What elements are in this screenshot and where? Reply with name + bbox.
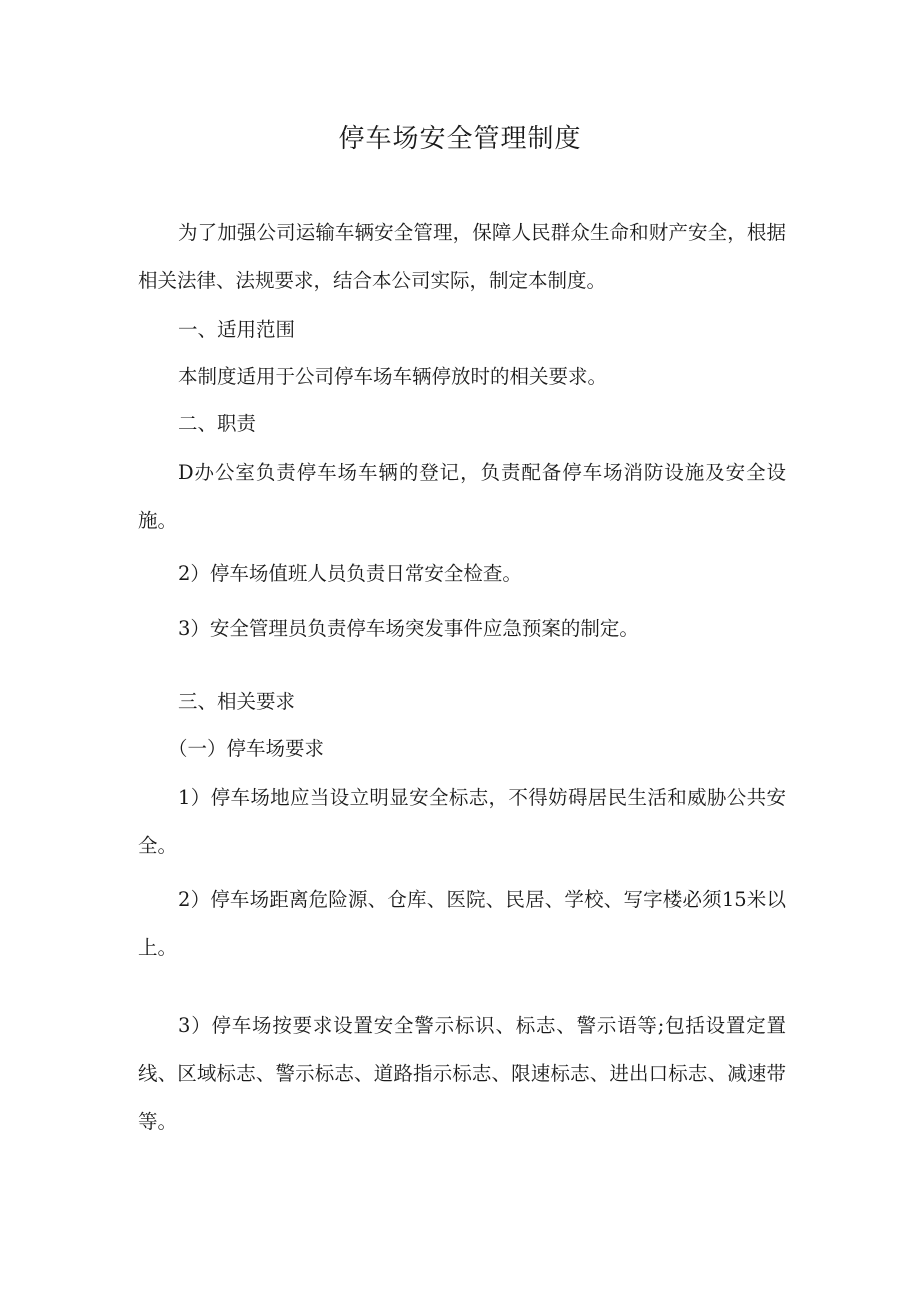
- section-heading-scope: 一、适用范围: [178, 318, 296, 341]
- section-heading-duties: 二、职责: [178, 412, 257, 435]
- requirement-item-3: 3）停车场按要求设置安全警示标识、标志、警示语等;包括设置定置线、区域标志、警示标志、道路指示标志、限速标志、进出口标志、减速带等。: [138, 1014, 786, 1133]
- scope-paragraph: 本制度适用于公司停车场车辆停放时的相关要求。: [178, 365, 608, 388]
- subsection-heading-parking: （一）停车场要求: [168, 737, 325, 760]
- document-title: 停车场安全管理制度: [338, 124, 582, 154]
- requirement-item-2: 2）停车场距离危险源、仓库、医院、民居、学校、写字楼必须15米以上。: [138, 888, 786, 959]
- section-heading-requirements: 三、相关要求: [178, 690, 296, 713]
- duty-item-2: 2）停车场值班人员负责日常安全检查。: [178, 562, 522, 585]
- requirement-item-1: 1）停车场地应当设立明显安全标志，不得妨碍居民生活和威胁公共安全。: [138, 786, 786, 857]
- duty-item-1: D办公室负责停车场车辆的登记，负责配备停车场消防设施及安全设施。: [138, 461, 786, 532]
- intro-paragraph: 为了加强公司运输车辆安全管理，保障人民群众生命和财产安全，根据相关法律、法规要求，结合本公司实际，制定本制度。: [138, 221, 786, 292]
- duty-item-3: 3）安全管理员负责停车场突发事件应急预案的制定。: [178, 617, 639, 640]
